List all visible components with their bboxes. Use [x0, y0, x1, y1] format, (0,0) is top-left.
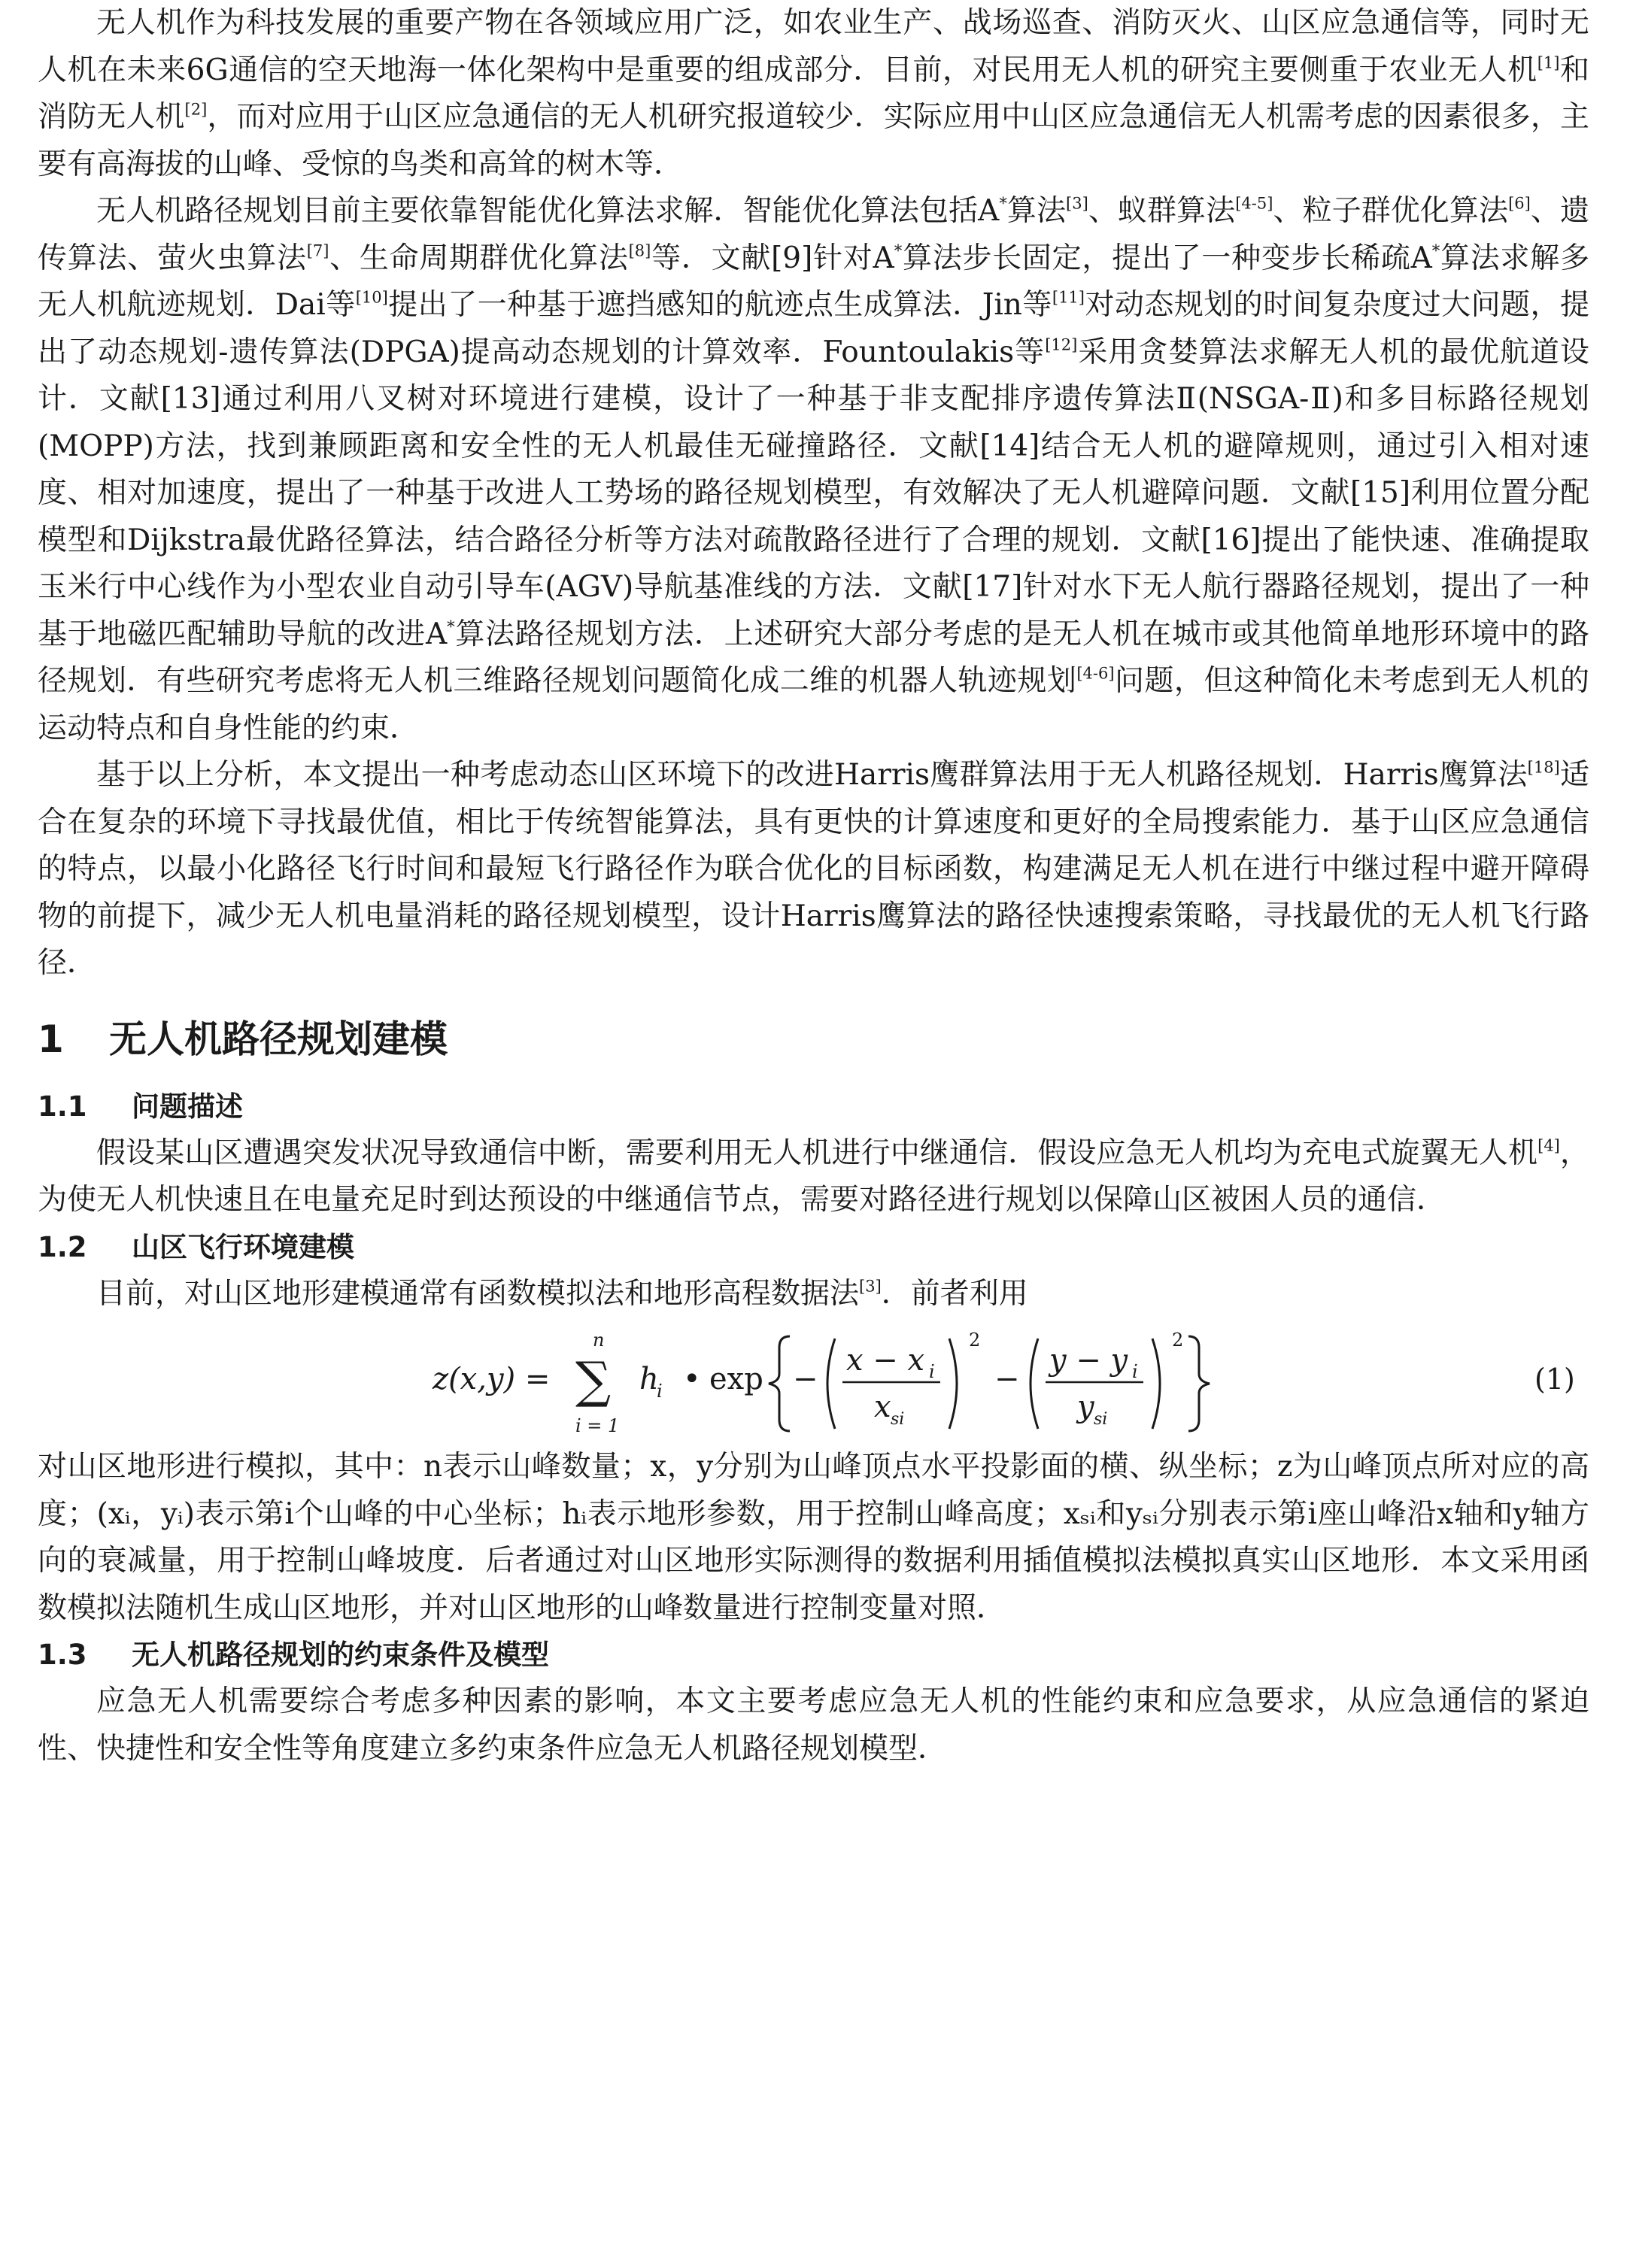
intro-paragraph: 无人机作为科技发展的重要产物在各领域应用广泛，如农业生产、战场巡查、消防灭火、山区应急通信等，同时无人机在未来6G通信的空天地海一体化架构中是重要的组成部分．目前，对民用无人机的研究主要侧重于农业无人机[1]和消防无人机[2]，而对应用于山区应急通信的无人机研究报道较少．实际应用中山区应急通信无人机需考虑的因素很多，主要有高海拔的山峰、受惊的鸟类和高耸的树木等． [38, 6, 1589, 181]
problem-description-paragraph: 假设某山区遭遇突发状况导致通信中断，需要利用无人机进行中继通信．假设应急无人机均为充电式旋翼无人机[4]，为使无人机快速且在电量充足时到达预设的中继通信节点，需要对路径进行规划以保障山区被困人员的通信． [38, 1136, 1589, 1217]
eq-sum-top: n [593, 1330, 605, 1351]
eq-right-brace [1188, 1336, 1210, 1431]
eq-paren-left-1 [827, 1339, 835, 1429]
eq-paren-right-2 [1152, 1339, 1160, 1429]
equation-1 [38, 1317, 1589, 1444]
eq-den1: x [874, 1390, 891, 1424]
citation-4-6[interactable]: [4-6] [1076, 664, 1115, 683]
eq-h-sub: i [657, 1381, 663, 1402]
citation-18[interactable]: [18] [1527, 758, 1560, 777]
section-1-heading: 1 无人机路径规划建模 [38, 1017, 448, 1061]
terrain-modeling-explanation: 对山区地形进行模拟，其中：n表示山峰数量；x，y分别为山峰顶点水平投影面的横、纵坐标；z为山峰顶点所对应的高度；(xᵢ，yᵢ)表示第i个山峰的中心坐标；hᵢ表示地形参数，用于控制山峰高度；xₛᵢ和yₛᵢ分别表示第i座山峰沿x轴和y轴方向的衰减量，用于控制山峰坡度．后者通过对山区地形实际测得的数据利用插值模拟法模拟真实山区地形．本文采用函数模拟法随机生成山区地形，并对山区地形的山峰数量进行控制变量对照． [38, 1450, 1589, 1625]
eq-num2: y − y [1049, 1343, 1128, 1378]
citation-1[interactable]: [1] [1537, 53, 1560, 71]
citation-12[interactable]: [12] [1045, 335, 1078, 353]
eq-num2-sub: i [1132, 1361, 1138, 1382]
eq-minus-1: − [793, 1362, 818, 1396]
eq-dot: • [683, 1362, 701, 1396]
related-work-paragraph: 无人机路径规划目前主要依靠智能优化算法求解．智能优化算法包括A*算法[3]、蚁群算法[4-5]、粒子群优化算法[6]、遗传算法、萤火虫算法[7]、生命周期群优化算法[8]等．文献[9]针对A*算法步长固定，提出了一种变步长稀疏A*算法求解多无人机航迹规划．Dai等[10]提出了一种基于遮挡感知的航迹点生成算法．Jin等[11]对动态规划的时间复杂度过大问题，提出了动态规划-遗传算法(DPGA)提高动态规划的计算效率．Fountoulakis等[12]采用贪婪算法求解无人机的最优航道设计．文献[13]通过利用八叉树对环境进行建模，设计了一种基于非支配排序遗传算法Ⅱ(NSGA-Ⅱ)和多目标路径规划(MOPP)方法，找到兼顾距离和安全性的无人机最佳无碰撞路径．文献[14]结合无人机的避障规则，通过引入相对速度、相对加速度，提出了一种基于改进人工势场的路径规划模型，有效解决了无人机避障问题．文献[15]利用位置分配模型和Dijkstra最优路径算法，结合路径分析等方法对疏散路径进行了合理的规划．文献[16]提出了能快速、准确提取玉米行中心线作为小型农业自动引导车(AGV)导航基准线的方法．文献[17]针对水下无人航行器路径规划，提出了一种基于地磁匹配辅助导航的改进A*算法路径规划方法．上述研究大部分考虑的是无人机在城市或其他简单地形环境中的路径规划．有些研究考虑将无人机三维路径规划问题简化成二维的机器人轨迹规划[4-6]问题，但这种简化未考虑到无人机的运动特点和自身性能的约束． [38, 194, 1589, 745]
citation-2[interactable]: [2] [184, 100, 208, 119]
citation-3b[interactable]: [3] [859, 1276, 882, 1295]
terrain-modeling-intro: 目前，对山区地形建模通常有函数模拟法和地形高程数据法[3]．前者利用 [96, 1276, 1028, 1311]
eq-pow-1: 2 [969, 1330, 981, 1351]
eq-paren-left-2 [1031, 1339, 1038, 1429]
section-1-1-heading: 1.1 问题描述 [38, 1090, 243, 1123]
eq-pow-2: 2 [1172, 1330, 1184, 1351]
eq-den2: y [1077, 1390, 1094, 1424]
section-1-2-heading: 1.2 山区飞行环境建模 [38, 1230, 354, 1263]
eq-den1-sub: si [891, 1410, 905, 1429]
eq-left-brace [769, 1336, 790, 1431]
eq-minus-2: − [994, 1362, 1020, 1396]
eq-exp: exp [709, 1362, 763, 1396]
paper-page [38, 0, 1589, 1772]
citation-10[interactable]: [10] [355, 288, 388, 307]
eq-num1-sub: i [929, 1361, 935, 1382]
eq-h: h [639, 1362, 659, 1396]
citation-8[interactable]: [8] [628, 241, 651, 259]
citation-3[interactable]: [3] [1066, 194, 1088, 213]
eq-lhs: z(x,y) = [433, 1362, 551, 1396]
section-1-3-heading: 1.3 无人机路径规划的约束条件及模型 [38, 1639, 549, 1671]
citation-6[interactable]: [6] [1508, 194, 1531, 213]
citation-7[interactable]: [7] [306, 241, 329, 259]
proposal-paragraph: 基于以上分析，本文提出一种考虑动态山区环境下的改进Harris鹰群算法用于无人机路径规划．Harris鹰算法[18]适合在复杂的环境下寻找最优值，相比于传统智能算法，具有更快的计算速度和更好的全局搜索能力．基于山区应急通信的特点，以最小化路径飞行时间和最短飞行路径作为联合优化的目标函数，构建满足无人机在进行中继过程中避开障碍物的前提下，减少无人机电量消耗的路径规划模型，设计Harris鹰算法的路径快速搜索策略，寻找最优的无人机飞行路径． [38, 758, 1589, 980]
eq-den2-sub: si [1094, 1410, 1108, 1429]
constraints-paragraph: 应急无人机需要综合考虑多种因素的影响，本文主要考虑应急无人机的性能约束和应急要求，从应急通信的紧迫性、快捷性和安全性等角度建立多约束条件应急无人机路径规划模型． [38, 1684, 1589, 1766]
eq-number: (1) [1534, 1363, 1575, 1396]
eq-sum-symbol: ∑ [575, 1351, 612, 1409]
eq-num1: x − x [846, 1343, 925, 1378]
eq-sum-bottom: i = 1 [575, 1415, 620, 1436]
citation-11[interactable]: [11] [1052, 288, 1085, 307]
eq-paren-right-1 [949, 1339, 957, 1429]
citation-4[interactable]: [4] [1537, 1136, 1560, 1154]
citation-4-5[interactable]: [4-5] [1235, 194, 1273, 213]
equation-1-svg [38, 1317, 1589, 1444]
